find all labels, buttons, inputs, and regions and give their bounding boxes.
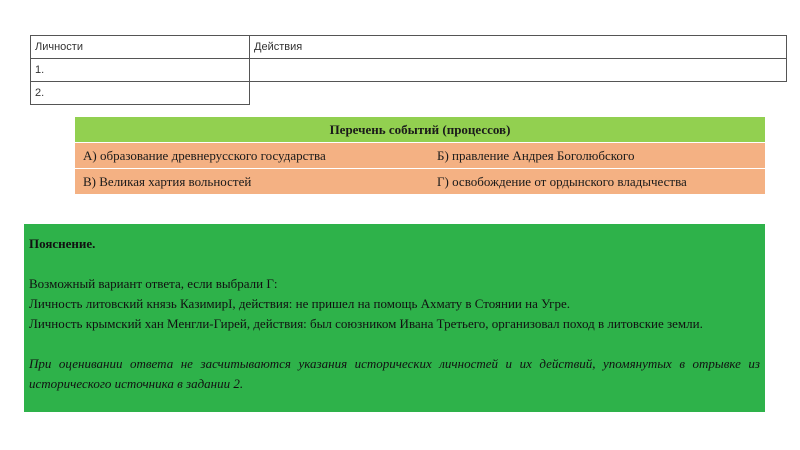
events-table bbox=[75, 117, 765, 194]
table-row bbox=[75, 169, 765, 195]
answer-table bbox=[30, 35, 787, 105]
explanation-box bbox=[24, 224, 765, 412]
table-row bbox=[31, 59, 787, 82]
explanation-line-2: Личность крымский хан Менгли-Гирей, действия: был союзником Ивана Третьего, организовал поход в литовские земли. bbox=[29, 316, 703, 331]
event-v: В) Великая хартия вольностей bbox=[75, 169, 429, 195]
answer-table-header bbox=[31, 36, 787, 59]
row-label-2: 2. bbox=[31, 82, 250, 105]
row-actions-2-empty bbox=[250, 82, 787, 105]
event-a: А) образование древнерусского государства bbox=[75, 143, 429, 169]
header-actions: Действия bbox=[250, 36, 787, 59]
event-b: Б) правление Андрея Боголюбского bbox=[429, 143, 765, 169]
explanation-line-1: Личность литовский князь КазимирI, действия: не пришел на помощь Ахмату в Стоянии на Угре. bbox=[29, 296, 571, 311]
spacer bbox=[29, 254, 760, 274]
explanation-intro: Возможный вариант ответа, если выбрали Г: bbox=[29, 276, 278, 291]
table-row bbox=[75, 143, 765, 169]
row-label-1: 1. bbox=[31, 59, 250, 82]
event-g: Г) освобождение от ордынского владычества bbox=[429, 169, 765, 195]
spacer bbox=[29, 334, 760, 354]
explanation-title: Пояснение. bbox=[29, 236, 96, 251]
events-header-row bbox=[75, 117, 765, 143]
table-row bbox=[31, 82, 787, 105]
explanation-note: При оценивании ответа не засчитываются указания исторических личностей и их действий, упомянутых в отрывке из исторического источника в задании 2. bbox=[29, 356, 760, 391]
events-title: Перечень событий (процессов) bbox=[75, 117, 765, 143]
header-persons: Личности bbox=[31, 36, 250, 59]
row-actions-1 bbox=[250, 59, 787, 82]
